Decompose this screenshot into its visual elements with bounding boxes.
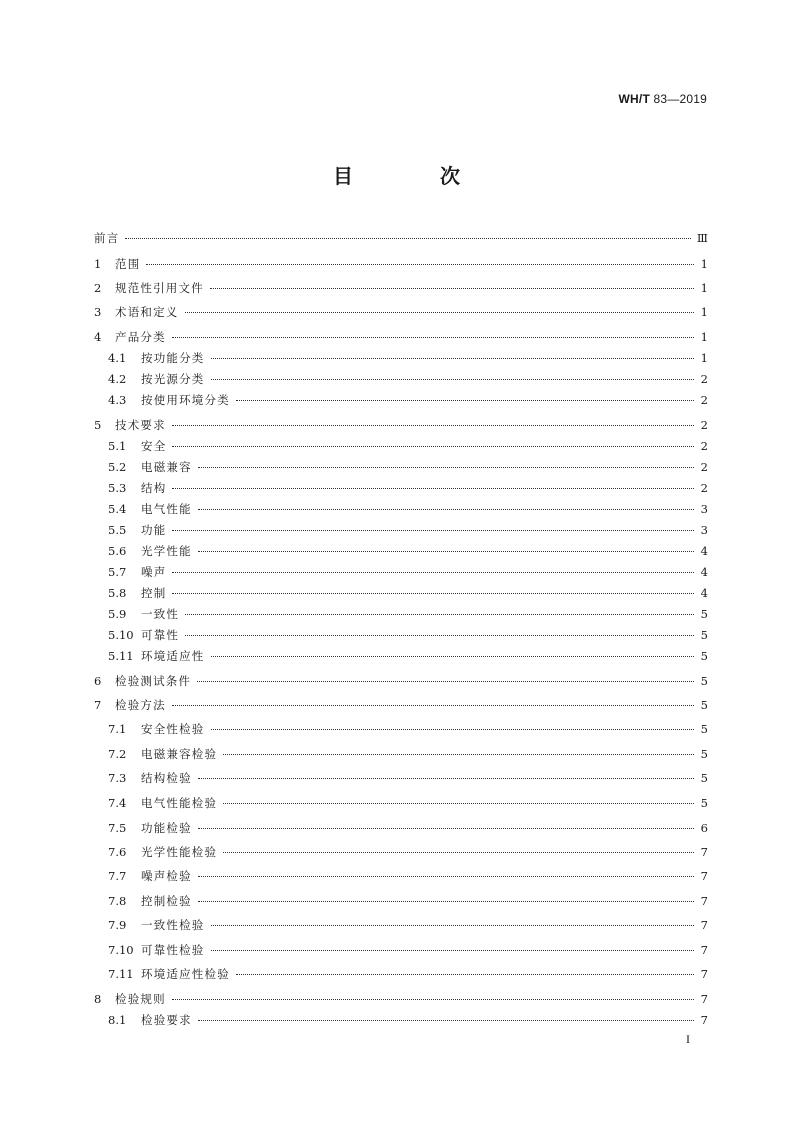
toc-entry-number: 7.9: [108, 918, 127, 932]
toc-entry-number: 5.2: [108, 460, 127, 474]
toc-entry-title: 环境适应性: [141, 649, 205, 663]
toc-entry[interactable]: [108, 585, 708, 603]
toc-dot-leader: [198, 551, 694, 552]
toc-dot-leader: [211, 379, 695, 380]
toc-entry-page: 2: [700, 418, 708, 432]
toc-entry[interactable]: [108, 438, 708, 456]
toc-entry-number: 7.10: [108, 943, 134, 957]
toc-entry-number: 5.11: [108, 649, 134, 663]
toc-entry-page: 2: [700, 460, 708, 474]
standard-code-number: 83—2019: [653, 92, 707, 106]
toc-entry-title: 噪声检验: [141, 869, 192, 883]
toc-dot-leader: [211, 656, 695, 657]
toc-entry[interactable]: [108, 371, 708, 389]
toc-entry-page: 1: [700, 257, 708, 271]
toc-dot-leader: [172, 425, 694, 426]
toc-entry[interactable]: [94, 329, 708, 347]
toc-entry-title: 光学性能: [141, 544, 192, 558]
toc-entry-number: 5.1: [108, 439, 127, 453]
toc-dot-leader: [172, 446, 694, 447]
toc-entry-title: 可靠性: [141, 628, 180, 642]
toc-entry[interactable]: [94, 256, 708, 274]
toc-entry-number: 7.5: [108, 821, 127, 835]
toc-entry-page: 4: [700, 586, 708, 600]
toc-entry[interactable]: [108, 721, 708, 739]
toc-entry-title: 电磁兼容检验: [141, 747, 218, 761]
toc-entry-page: 5: [700, 628, 708, 642]
toc-entry-page: 7: [700, 967, 708, 981]
toc-entry-number: 7.2: [108, 747, 127, 761]
toc-dot-leader: [198, 876, 694, 877]
toc-entry-page: 1: [700, 305, 708, 319]
toc-entry-page: 5: [700, 649, 708, 663]
toc-entry-page: 1: [700, 351, 708, 365]
toc-entry-title: 范围: [115, 257, 141, 271]
toc-dot-leader: [172, 572, 694, 573]
toc-entry-number: 7.7: [108, 869, 127, 883]
toc-dot-leader: [172, 337, 694, 338]
toc-entry-title: 安全: [141, 439, 167, 453]
page-folio: I: [686, 1032, 690, 1046]
toc-entry-number: 7.6: [108, 845, 127, 859]
toc-entry-title: 结构检验: [141, 771, 192, 785]
toc-dot-leader: [198, 467, 694, 468]
toc-entry[interactable]: [108, 844, 708, 862]
toc-entry-title: 按功能分类: [141, 351, 205, 365]
toc-entry-number: 5.6: [108, 544, 127, 558]
toc-entry[interactable]: [108, 795, 708, 813]
toc-entry-title: 环境适应性检验: [141, 967, 230, 981]
toc-entry-title: 电磁兼容: [141, 460, 192, 474]
toc-dot-leader: [172, 999, 694, 1000]
toc-entry-number: 7.4: [108, 796, 127, 810]
toc-entry-number: 2: [94, 281, 102, 295]
toc-entry-page: 3: [700, 523, 708, 537]
toc-entry-title: 按使用环境分类: [141, 393, 230, 407]
standard-code: [619, 92, 707, 106]
toc-entry-number: 3: [94, 305, 102, 319]
toc-entry-number: 8.1: [108, 1013, 127, 1027]
toc-entry-title: 电气性能检验: [141, 796, 218, 810]
toc-entry-title: 技术要求: [115, 418, 166, 432]
toc-dot-leader: [185, 614, 694, 615]
toc-entry[interactable]: [108, 543, 708, 561]
toc-entry-title: 安全性检验: [141, 722, 205, 736]
toc-entry-number: 5.4: [108, 502, 127, 516]
toc-entry[interactable]: [108, 627, 708, 645]
toc-entry[interactable]: [108, 966, 708, 984]
toc-entry-title: 光学性能检验: [141, 845, 218, 859]
toc-dot-leader: [236, 400, 694, 401]
toc-entry-page: 7: [700, 894, 708, 908]
toc-entry-number: 5.5: [108, 523, 127, 537]
toc-entry-number: 1: [94, 257, 102, 271]
toc-entry-title: 产品分类: [115, 330, 166, 344]
toc-entry[interactable]: [94, 280, 708, 298]
toc-entry[interactable]: [108, 820, 708, 838]
toc-entry-page: 5: [700, 674, 708, 688]
toc-entry[interactable]: [108, 392, 708, 410]
toc-entry-page: 7: [700, 845, 708, 859]
toc-entry[interactable]: [108, 893, 708, 911]
toc-entry-title: 按光源分类: [141, 372, 205, 386]
toc-dot-leader: [211, 950, 695, 951]
toc-entry[interactable]: [108, 480, 708, 498]
toc-entry-page: 1: [700, 330, 708, 344]
toc-entry-title: 一致性: [141, 607, 180, 621]
toc-entry-number: 4.3: [108, 393, 127, 407]
toc-dot-leader: [211, 729, 695, 730]
toc-entry[interactable]: [108, 350, 708, 368]
toc-entry-title: 结构: [141, 481, 167, 495]
toc-entry-number: 4: [94, 330, 102, 344]
toc-entry-title: 噪声: [141, 565, 167, 579]
toc-dot-leader: [172, 705, 694, 706]
toc-entry[interactable]: [108, 606, 708, 624]
toc-entry-number: 7.8: [108, 894, 127, 908]
toc-dot-leader: [185, 635, 694, 636]
toc-entry-page: 5: [700, 771, 708, 785]
toc-dot-leader: [223, 852, 694, 853]
toc-entry-title: 控制: [141, 586, 167, 600]
toc-dot-leader: [223, 803, 694, 804]
toc-entry-title: 控制检验: [141, 894, 192, 908]
toc-entry-page: Ⅲ: [696, 231, 708, 245]
toc-entry[interactable]: [94, 230, 708, 248]
toc-entry[interactable]: [94, 697, 708, 715]
toc-dot-leader: [172, 488, 694, 489]
toc-entry-number: 5.9: [108, 607, 127, 621]
toc-entry-page: 7: [700, 869, 708, 883]
toc-dot-leader: [211, 358, 695, 359]
toc-dot-leader: [198, 778, 694, 779]
toc-dot-leader: [236, 974, 694, 975]
toc-entry-number: 4.2: [108, 372, 127, 386]
toc-entry-title: 检验规则: [115, 992, 166, 1006]
standard-code-prefix: WH/T: [618, 92, 650, 106]
toc-entry[interactable]: [108, 459, 708, 477]
toc-entry[interactable]: [94, 673, 708, 691]
toc-entry[interactable]: [94, 991, 708, 1009]
toc-entry-title: 功能检验: [141, 821, 192, 835]
toc-entry-number: 7: [94, 698, 102, 712]
toc-dot-leader: [223, 754, 694, 755]
toc-entry[interactable]: [108, 868, 708, 886]
toc-entry-page: 7: [700, 918, 708, 932]
toc-entry[interactable]: [108, 746, 708, 764]
toc-entry-title: 规范性引用文件: [115, 281, 204, 295]
toc-entry-number: 7.11: [108, 967, 134, 981]
toc-entry-title: 功能: [141, 523, 167, 537]
toc-entry-number: 6: [94, 674, 102, 688]
toc-entry-page: 5: [700, 607, 708, 621]
toc-dot-leader: [210, 288, 694, 289]
toc-entry-page: 5: [700, 747, 708, 761]
toc-entry-title: 前言: [94, 231, 120, 245]
toc-entry[interactable]: [108, 648, 708, 666]
toc-entry-page: 2: [700, 372, 708, 386]
toc-entry-number: 4.1: [108, 351, 127, 365]
toc-entry-number: 5.10: [108, 628, 134, 642]
toc-dot-leader: [146, 264, 694, 265]
toc-entry-title: 检验要求: [141, 1013, 192, 1027]
toc-entry-page: 1: [700, 281, 708, 295]
toc-entry-page: 7: [700, 943, 708, 957]
toc-entry-title: 术语和定义: [115, 305, 179, 319]
toc-entry-title: 检验方法: [115, 698, 166, 712]
toc-entry-page: 6: [700, 821, 708, 835]
toc-entry[interactable]: [108, 501, 708, 519]
toc-dot-leader: [172, 530, 694, 531]
toc-entry-page: 5: [700, 722, 708, 736]
toc-dot-leader: [197, 681, 694, 682]
toc-dot-leader: [172, 593, 694, 594]
toc-entry-title: 电气性能: [141, 502, 192, 516]
toc-entry-title: 可靠性检验: [141, 943, 205, 957]
toc-dot-leader: [198, 509, 694, 510]
toc-dot-leader: [198, 828, 694, 829]
toc-entry-page: 5: [700, 698, 708, 712]
toc-entry[interactable]: [94, 417, 708, 435]
toc-entry-title: 检验测试条件: [115, 674, 192, 688]
toc-entry-number: 7.1: [108, 722, 127, 736]
toc-entry-page: 2: [700, 481, 708, 495]
toc-dot-leader: [125, 238, 691, 239]
toc-entry-page: 3: [700, 502, 708, 516]
toc-entry-number: 5.7: [108, 565, 127, 579]
toc-entry-number: 5.3: [108, 481, 127, 495]
toc-entry-page: 7: [700, 1013, 708, 1027]
toc-entry-page: 2: [700, 393, 708, 407]
toc-entry-page: 4: [700, 544, 708, 558]
toc-entry-page: 7: [700, 992, 708, 1006]
toc-entry[interactable]: [94, 304, 708, 322]
toc-dot-leader: [185, 312, 695, 313]
toc-entry-number: 7.3: [108, 771, 127, 785]
toc-dot-leader: [198, 901, 694, 902]
toc-dot-leader: [198, 1020, 694, 1021]
toc-entry[interactable]: [108, 770, 708, 788]
toc-entry[interactable]: [108, 917, 708, 935]
toc-entry[interactable]: [108, 942, 708, 960]
toc-dot-leader: [211, 925, 695, 926]
toc-entry-number: 5.8: [108, 586, 127, 600]
toc-entry-page: 4: [700, 565, 708, 579]
toc-entry-number: 8: [94, 992, 102, 1006]
toc-entry-page: 2: [700, 439, 708, 453]
page-title: 目 次: [333, 164, 500, 188]
toc-entry-title: 一致性检验: [141, 918, 205, 932]
toc-entry-number: 5: [94, 418, 102, 432]
toc-entry[interactable]: [108, 564, 708, 582]
toc-entry[interactable]: [108, 1012, 708, 1030]
toc-entry[interactable]: [108, 522, 708, 540]
toc-entry-page: 5: [700, 796, 708, 810]
